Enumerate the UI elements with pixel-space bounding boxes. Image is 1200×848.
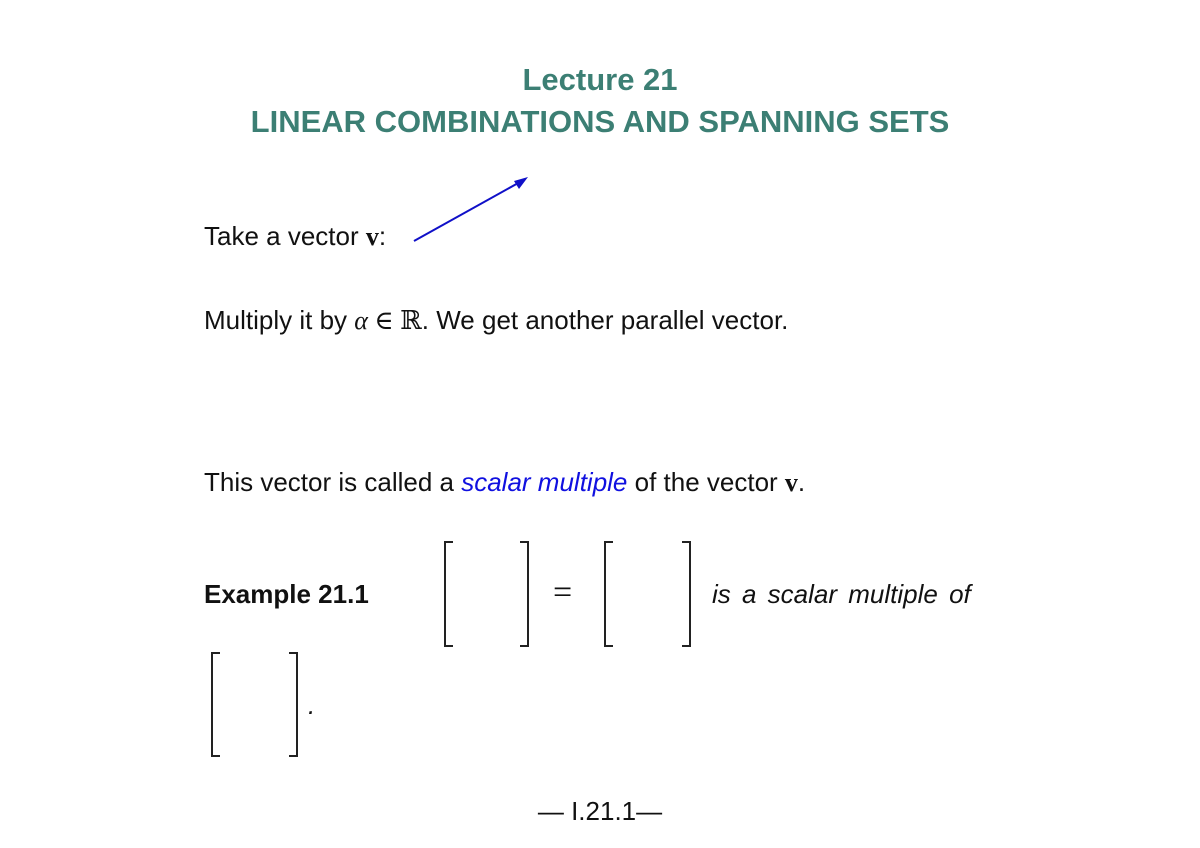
multiply-suffix: . We get another parallel vector. bbox=[421, 305, 789, 335]
vector-symbol-v: v bbox=[365, 222, 379, 251]
take-vector-prefix: Take a vector bbox=[204, 221, 366, 251]
scalar-suffix: . bbox=[797, 467, 806, 497]
equals-sign: = bbox=[553, 574, 573, 611]
take-vector-colon: : bbox=[378, 221, 387, 251]
scalar-middle: of the vector bbox=[627, 467, 785, 497]
scalar-multiple-term: scalar multiple bbox=[461, 467, 628, 497]
scalar-multiple-phrase: is a scalar multiple of bbox=[712, 579, 971, 609]
lecture-number: Lecture 21 bbox=[522, 62, 678, 97]
scalar-multiple-text bbox=[204, 467, 805, 498]
scalar-prefix: This vector is called a bbox=[204, 467, 462, 497]
element-of-symbol: ∈ bbox=[367, 306, 401, 335]
alpha-symbol: α bbox=[354, 306, 368, 335]
reals-symbol: ℝ bbox=[400, 306, 422, 335]
example-period: . bbox=[308, 690, 316, 720]
lecture-title: LINEAR COMBINATIONS AND SPANNING SETS bbox=[250, 104, 950, 139]
matrix-left bbox=[440, 540, 540, 650]
vector-symbol-v: v bbox=[784, 468, 798, 497]
example-label: Example 21.1 bbox=[204, 579, 369, 609]
page-number: — I.21.1— bbox=[537, 796, 663, 826]
take-vector-text bbox=[204, 221, 386, 252]
matrix-right bbox=[600, 540, 700, 650]
multiply-prefix: Multiply it by bbox=[204, 305, 355, 335]
multiply-text bbox=[204, 305, 788, 336]
matrix-base bbox=[207, 650, 307, 760]
